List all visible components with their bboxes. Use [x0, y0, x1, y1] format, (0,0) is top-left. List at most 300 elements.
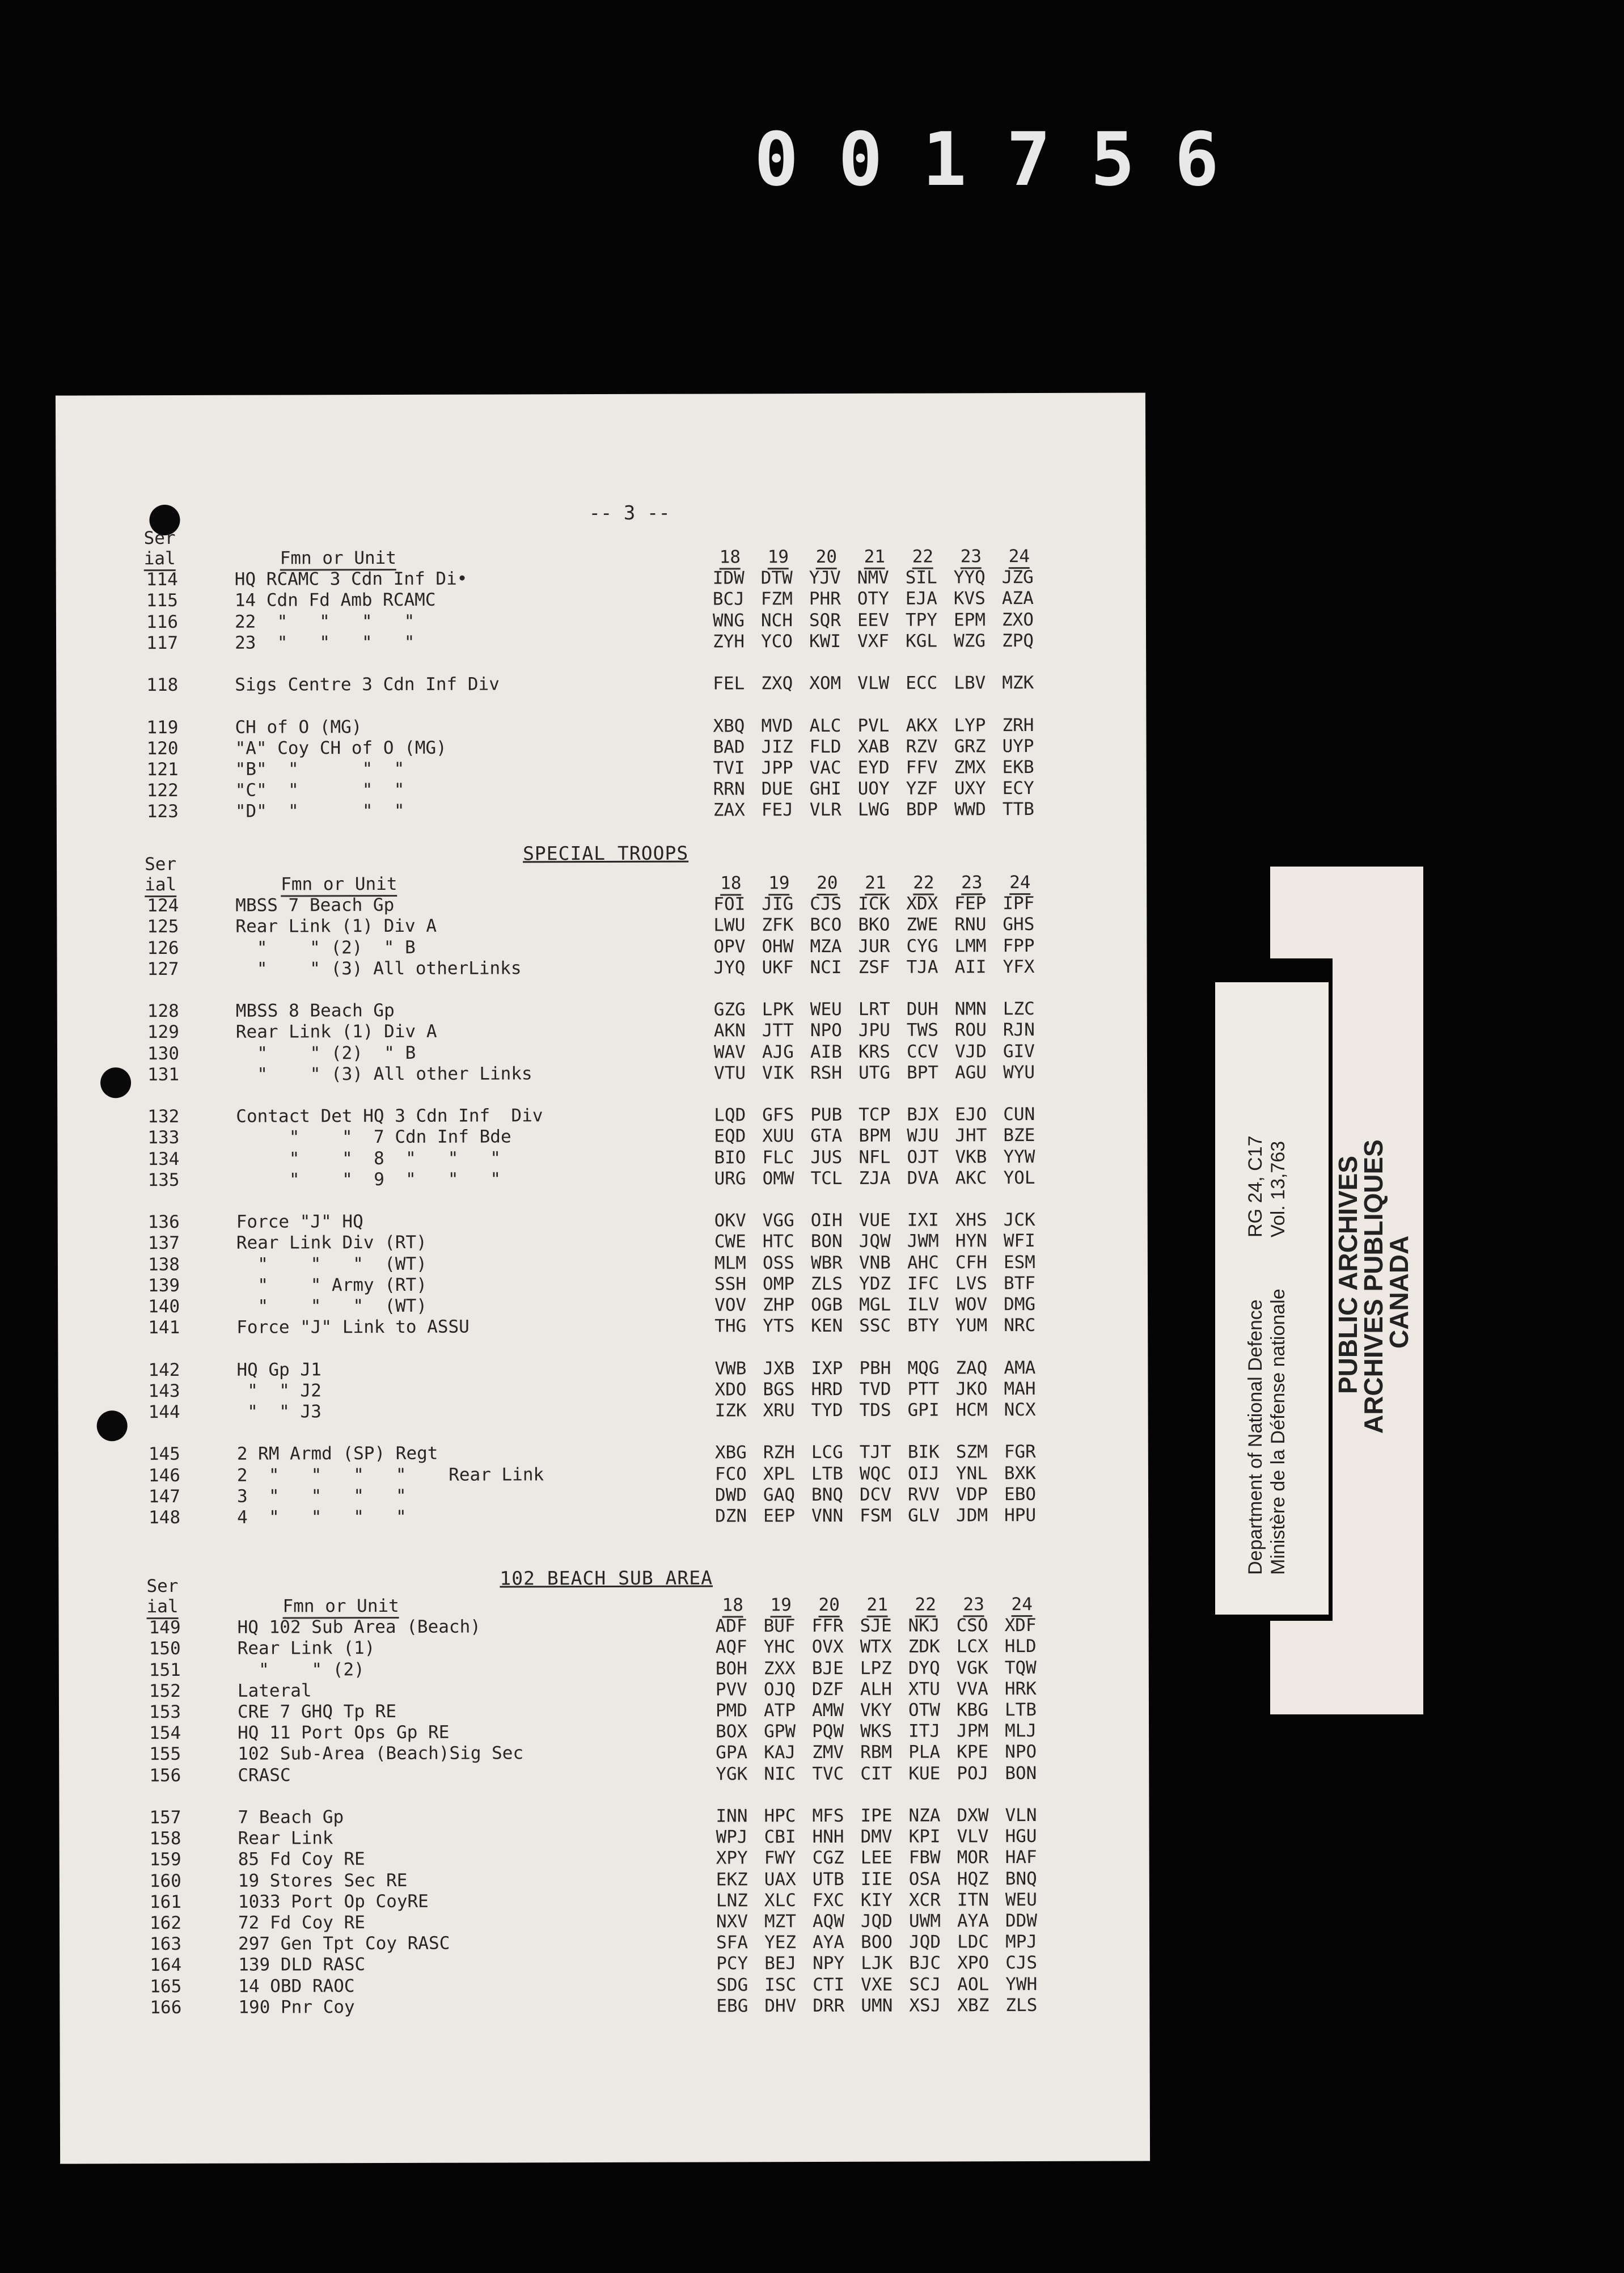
- unit-name: 22 " " " ": [234, 611, 415, 632]
- unit-name: 1033 Port Op CoyRE: [238, 1891, 429, 1912]
- call-sign: XOM: [809, 673, 841, 694]
- unit-name: Lateral: [237, 1680, 312, 1701]
- call-sign: BDP: [906, 799, 938, 820]
- header-col-21: 21: [865, 873, 886, 895]
- serial-number: 161: [149, 1891, 181, 1912]
- header-col-22: 22: [912, 546, 933, 569]
- call-sign: JKO: [955, 1379, 988, 1400]
- call-sign: OTY: [857, 589, 889, 610]
- call-sign: FFV: [906, 757, 938, 778]
- call-sign: DZN: [715, 1506, 747, 1527]
- call-sign: DXW: [957, 1805, 989, 1826]
- serial-number: 148: [149, 1507, 181, 1528]
- serial-number: 149: [149, 1617, 181, 1638]
- serial-number: 118: [146, 675, 179, 696]
- call-sign: LQD: [714, 1105, 746, 1126]
- call-sign: IIE: [860, 1869, 893, 1890]
- call-sign: CCV: [906, 1041, 939, 1062]
- serial-number: 158: [149, 1828, 181, 1849]
- call-sign: WOV: [955, 1294, 988, 1315]
- call-sign: EEP: [763, 1506, 796, 1527]
- serial-number: 138: [147, 1254, 180, 1275]
- serial-number: 130: [147, 1043, 180, 1064]
- serial-number: 157: [149, 1807, 181, 1828]
- call-sign: ZXQ: [761, 673, 793, 694]
- call-sign: KEN: [811, 1316, 843, 1337]
- call-sign: VJD: [954, 1041, 987, 1062]
- call-sign: NZA: [908, 1805, 941, 1826]
- call-sign: YNL: [955, 1463, 988, 1484]
- call-sign: VIK: [762, 1062, 794, 1084]
- header-unit: Fmn or Unit: [281, 874, 397, 897]
- serial-number: 124: [147, 895, 179, 916]
- call-sign: ECC: [906, 673, 938, 694]
- call-sign: BNQ: [811, 1484, 844, 1505]
- serial-number: 128: [147, 1001, 179, 1022]
- call-sign: KUE: [908, 1763, 941, 1784]
- serial-number: 141: [148, 1317, 180, 1338]
- unit-name: " " Army (RT): [236, 1274, 428, 1296]
- call-sign: EKZ: [716, 1869, 748, 1890]
- unit-name: 7 Beach Gp: [238, 1807, 344, 1828]
- unit-name: 14 Cdn Fd Amb RCAMC: [234, 590, 436, 611]
- call-sign: BUF: [763, 1616, 796, 1637]
- call-sign: TPY: [905, 610, 938, 631]
- call-sign: ECY: [1002, 778, 1034, 799]
- serial-number: 137: [147, 1233, 180, 1254]
- call-sign: NPO: [810, 1020, 842, 1041]
- call-sign: YGK: [716, 1763, 748, 1785]
- call-sign: CTI: [813, 1974, 845, 1995]
- call-sign: XPO: [957, 1953, 989, 1974]
- call-sign: ZLS: [1005, 1995, 1038, 2016]
- call-sign: OPV: [713, 936, 746, 957]
- call-sign: JIZ: [761, 736, 793, 758]
- call-sign: WJU: [907, 1125, 939, 1146]
- call-sign: LYP: [954, 715, 986, 736]
- call-sign: ITN: [957, 1890, 989, 1911]
- call-sign: BON: [1005, 1763, 1037, 1784]
- call-sign: ITJ: [908, 1721, 941, 1742]
- call-sign: JQW: [858, 1231, 891, 1252]
- call-sign: FGR: [1004, 1442, 1036, 1463]
- call-sign: PBH: [859, 1358, 891, 1379]
- call-sign: PLA: [908, 1742, 941, 1763]
- call-sign: OJQ: [763, 1679, 796, 1700]
- call-sign: GTA: [810, 1126, 843, 1147]
- serial-number: 163: [150, 1934, 182, 1955]
- call-sign: RNU: [954, 914, 987, 935]
- call-sign: JYQ: [713, 957, 746, 978]
- header-col-22: 22: [913, 872, 934, 895]
- call-sign: IDW: [712, 568, 745, 589]
- call-sign: JUS: [810, 1147, 843, 1168]
- call-sign: BJE: [811, 1658, 844, 1679]
- call-sign: BIO: [714, 1147, 746, 1168]
- call-sign: ADF: [715, 1616, 747, 1637]
- unit-name: 4 " " " ": [237, 1506, 407, 1528]
- unit-name: 72 Fd Coy RE: [238, 1912, 365, 1933]
- call-sign: KRS: [858, 1041, 891, 1062]
- section-title-102-beach-sub-area: 102 BEACH SUB AREA: [500, 1566, 713, 1590]
- call-sign: VNB: [858, 1252, 891, 1273]
- frame-number: 001756: [754, 116, 1259, 202]
- call-sign: PHR: [809, 589, 841, 610]
- call-sign: NCX: [1004, 1400, 1036, 1421]
- unit-name: 19 Stores Sec RE: [238, 1870, 408, 1891]
- unit-name: MBSS 7 Beach Gp: [235, 895, 395, 916]
- section-title-special-troops: SPECIAL TROOPS: [522, 842, 689, 865]
- unit-name: "D" " " ": [235, 801, 405, 822]
- call-sign: ESM: [1003, 1252, 1035, 1273]
- call-sign: NFL: [858, 1147, 891, 1168]
- call-sign: GPW: [764, 1721, 796, 1742]
- call-sign: BTF: [1003, 1273, 1036, 1294]
- serial-number: 166: [150, 1997, 182, 2018]
- call-sign: EYD: [857, 757, 890, 778]
- call-sign: RJN: [1003, 1020, 1035, 1041]
- call-sign: UAX: [764, 1869, 796, 1890]
- call-sign: SDG: [716, 1974, 748, 1996]
- call-sign: VLN: [1005, 1805, 1037, 1826]
- call-sign: JXB: [763, 1358, 795, 1379]
- archive-reference-card: [1215, 982, 1329, 1615]
- serial-number: 127: [147, 958, 179, 979]
- call-sign: JWM: [907, 1231, 939, 1252]
- serial-number: 150: [149, 1638, 181, 1659]
- call-sign: EBO: [1004, 1484, 1037, 1505]
- unit-name: " " J3: [236, 1401, 322, 1422]
- header-ser: Ser: [146, 1575, 179, 1597]
- call-sign: JPP: [761, 758, 793, 779]
- header-col-24: 24: [1011, 1594, 1032, 1617]
- call-sign: GLV: [908, 1505, 940, 1526]
- call-sign: HGU: [1005, 1826, 1037, 1847]
- call-sign: MLJ: [1005, 1721, 1037, 1742]
- call-sign: GFS: [762, 1105, 794, 1126]
- header-col-18: 18: [722, 1595, 743, 1617]
- serial-number: 123: [146, 801, 179, 822]
- call-sign: LDC: [957, 1932, 989, 1953]
- unit-name: MBSS 8 Beach Gp: [235, 1000, 395, 1021]
- call-sign: NKJ: [908, 1615, 940, 1636]
- call-sign: JTT: [762, 1020, 794, 1041]
- call-sign: LEE: [860, 1848, 893, 1869]
- serial-number: 133: [147, 1127, 180, 1148]
- call-sign: SCJ: [909, 1974, 941, 1995]
- archive-department-fr: Ministère de la Défense nationale: [1267, 1288, 1289, 1575]
- call-sign: WEU: [1005, 1889, 1037, 1910]
- call-sign: JCK: [1003, 1210, 1035, 1231]
- page-number: -- 3 --: [589, 501, 670, 525]
- call-sign: KVS: [953, 588, 986, 609]
- call-sign: BTY: [907, 1315, 940, 1336]
- call-sign: KGL: [906, 631, 938, 652]
- call-sign: WTX: [860, 1637, 892, 1658]
- call-sign: JHT: [955, 1125, 987, 1146]
- call-sign: IPE: [860, 1805, 893, 1826]
- unit-name: Contact Det HQ 3 Cdn Inf Div: [236, 1105, 543, 1127]
- call-sign: JDM: [956, 1505, 988, 1526]
- call-sign: KPI: [908, 1826, 941, 1847]
- header-col-19: 19: [768, 873, 789, 895]
- header-ser: Ser: [145, 854, 177, 875]
- call-sign: TVC: [812, 1763, 844, 1784]
- call-sign: BOO: [861, 1932, 893, 1953]
- call-sign: CJS: [810, 894, 842, 915]
- call-sign: SSH: [714, 1274, 747, 1295]
- document-page: [56, 392, 1150, 2164]
- call-sign: FEP: [954, 893, 987, 914]
- call-sign: UOY: [857, 778, 890, 800]
- call-sign: BKO: [858, 915, 890, 936]
- call-sign: MFS: [812, 1805, 844, 1827]
- call-sign: KIY: [860, 1890, 893, 1911]
- call-sign: ZHP: [763, 1295, 795, 1316]
- call-sign: CSO: [956, 1615, 988, 1636]
- call-sign: CUN: [1003, 1104, 1035, 1125]
- call-sign: LTB: [1004, 1700, 1037, 1721]
- serial-number: 140: [148, 1296, 180, 1317]
- serial-number: 131: [147, 1064, 180, 1085]
- unit-name: Sigs Centre 3 Cdn Inf Div: [235, 674, 500, 695]
- call-sign: CWE: [714, 1231, 746, 1252]
- call-sign: XDO: [714, 1379, 747, 1400]
- call-sign: EBG: [716, 1996, 748, 2017]
- serial-number: 143: [148, 1380, 180, 1401]
- call-sign: XAB: [857, 736, 890, 757]
- unit-name: "C" " " ": [235, 780, 405, 801]
- unit-name: " " J2: [236, 1380, 322, 1401]
- header-col-23: 23: [961, 546, 982, 569]
- serial-number: 153: [149, 1701, 181, 1723]
- unit-name: 2 RM Armd (SP) Regt: [236, 1443, 438, 1465]
- call-sign: TYD: [811, 1400, 843, 1421]
- call-sign: AYA: [813, 1932, 845, 1953]
- call-sign: PMD: [715, 1700, 748, 1721]
- call-sign: HQZ: [957, 1868, 989, 1889]
- call-sign: DYQ: [908, 1658, 940, 1679]
- call-sign: MVD: [761, 715, 793, 736]
- call-sign: SFA: [716, 1932, 748, 1953]
- unit-name: Force "J" HQ: [236, 1211, 363, 1232]
- call-sign: MOR: [957, 1847, 989, 1868]
- archive-volume: Vol. 13,763: [1267, 1140, 1289, 1237]
- call-sign: IXP: [811, 1358, 843, 1379]
- call-sign: PVV: [715, 1679, 747, 1700]
- serial-number: 160: [149, 1870, 181, 1891]
- serial-number: 145: [148, 1444, 180, 1465]
- serial-number: 152: [149, 1680, 181, 1701]
- call-sign: MLM: [714, 1252, 746, 1274]
- serial-number: 139: [147, 1275, 180, 1296]
- call-sign: KWI: [809, 631, 841, 652]
- call-sign: GZG: [713, 999, 746, 1020]
- call-sign: GPA: [716, 1742, 748, 1763]
- unit-name: 190 Pnr Coy: [238, 1996, 355, 2018]
- call-sign: SQR: [809, 610, 841, 631]
- call-sign: DUE: [761, 779, 793, 800]
- call-sign: LMM: [954, 935, 987, 956]
- unit-name: CRASC: [238, 1765, 291, 1786]
- call-sign: ZXO: [1001, 609, 1034, 630]
- unit-name: " " (2) " B: [235, 937, 416, 958]
- call-sign: FFR: [811, 1616, 844, 1637]
- call-sign: ROU: [954, 1020, 987, 1041]
- call-sign: WEU: [810, 999, 842, 1020]
- unit-name: " " " (WT): [236, 1295, 428, 1317]
- call-sign: UMN: [861, 1995, 893, 2016]
- call-sign: VVA: [956, 1679, 988, 1700]
- call-sign: VXF: [857, 631, 890, 652]
- call-sign: OIH: [810, 1210, 843, 1231]
- call-sign: ZJA: [858, 1168, 891, 1189]
- call-sign: URG: [714, 1168, 746, 1189]
- header-ial: ial: [144, 548, 176, 571]
- call-sign: NIC: [764, 1763, 796, 1784]
- call-sign: DWD: [714, 1485, 747, 1506]
- archive-title-en: PUBLIC ARCHIVES: [1333, 1156, 1363, 1394]
- call-sign: IPF: [1003, 893, 1035, 914]
- unit-name: Rear Link (1) Div A: [235, 916, 437, 937]
- call-sign: AKN: [713, 1020, 746, 1041]
- serial-number: 126: [147, 937, 179, 958]
- header-col-20: 20: [816, 547, 837, 569]
- call-sign: HTC: [762, 1231, 794, 1252]
- call-sign: JPU: [858, 1020, 890, 1041]
- call-sign: WFI: [1003, 1231, 1035, 1252]
- serial-number: 116: [146, 611, 179, 632]
- call-sign: AMW: [811, 1700, 844, 1721]
- call-sign: PUB: [810, 1105, 843, 1126]
- call-sign: YOL: [1003, 1167, 1035, 1188]
- call-sign: LWG: [857, 800, 890, 821]
- call-sign: FZM: [760, 589, 793, 610]
- unit-name: Force "J" Link to ASSU: [236, 1316, 470, 1338]
- call-sign: TJA: [906, 957, 938, 978]
- call-sign: FSM: [860, 1505, 892, 1526]
- call-sign: LWU: [713, 915, 746, 936]
- serial-number: 117: [146, 632, 179, 653]
- call-sign: XBZ: [957, 1995, 989, 2016]
- call-sign: BXK: [1004, 1463, 1036, 1484]
- call-sign: ZMX: [954, 757, 986, 778]
- serial-number: 154: [149, 1723, 181, 1744]
- call-sign: VUE: [858, 1210, 891, 1231]
- unit-name: " " 7 Cdn Inf Bde: [236, 1126, 511, 1148]
- call-sign: DRR: [813, 1995, 845, 2016]
- serial-number: 129: [147, 1022, 179, 1043]
- call-sign: YHC: [763, 1637, 796, 1658]
- call-sign: PVL: [857, 715, 890, 736]
- serial-number: 142: [148, 1359, 180, 1380]
- call-sign: YUM: [955, 1315, 988, 1336]
- header-col-21: 21: [864, 547, 885, 569]
- call-sign: MPJ: [1005, 1932, 1038, 1953]
- call-sign: OIJ: [907, 1463, 940, 1484]
- call-sign: WNG: [712, 610, 745, 631]
- header-col-20: 20: [818, 1595, 839, 1617]
- unit-name: " " (3) All other Links: [236, 1063, 532, 1085]
- call-sign: ILV: [907, 1294, 940, 1315]
- call-sign: EPM: [953, 609, 986, 630]
- unit-name: HQ 102 Sub Area (Beach): [237, 1616, 481, 1638]
- call-sign: YJV: [809, 568, 841, 589]
- call-sign: AQW: [812, 1911, 845, 1932]
- unit-name: Rear Link (1): [237, 1638, 375, 1659]
- call-sign: ZRH: [1002, 715, 1034, 736]
- call-sign: ZDK: [908, 1636, 940, 1657]
- call-sign: YDZ: [858, 1273, 891, 1294]
- header-col-23: 23: [961, 872, 982, 895]
- call-sign: TJT: [859, 1442, 891, 1463]
- call-sign: FWY: [764, 1848, 796, 1869]
- call-sign: OVX: [811, 1637, 844, 1658]
- call-sign: IXI: [907, 1210, 939, 1231]
- unit-name: Rear Link Div (RT): [236, 1232, 427, 1254]
- call-sign: DCV: [859, 1484, 892, 1505]
- call-sign: LPZ: [860, 1658, 892, 1679]
- call-sign: UYP: [1002, 736, 1034, 757]
- header-ial: ial: [146, 1596, 178, 1619]
- call-sign: DVA: [907, 1168, 939, 1189]
- call-sign: LCG: [811, 1442, 843, 1463]
- call-sign: TCP: [858, 1104, 891, 1126]
- call-sign: JPM: [957, 1721, 989, 1742]
- unit-name: 3 " " " ": [236, 1485, 407, 1507]
- call-sign: RVV: [907, 1484, 940, 1505]
- header-col-21: 21: [866, 1595, 887, 1617]
- unit-name: " " 8 " " ": [236, 1148, 501, 1169]
- call-sign: YEZ: [764, 1932, 797, 1953]
- header-col-24: 24: [1009, 872, 1030, 895]
- call-sign: BEJ: [764, 1953, 797, 1974]
- call-sign: UTG: [858, 1062, 891, 1083]
- serial-number: 146: [148, 1465, 180, 1486]
- header-unit: Fmn or Unit: [280, 548, 396, 571]
- call-sign: BPM: [858, 1126, 891, 1147]
- call-sign: HRD: [811, 1379, 843, 1400]
- call-sign: KBG: [956, 1700, 989, 1721]
- call-sign: HRK: [1004, 1678, 1037, 1699]
- call-sign: MQG: [907, 1358, 940, 1379]
- call-sign: XCR: [908, 1890, 941, 1911]
- call-sign: CGZ: [812, 1848, 844, 1869]
- unit-name: HQ 11 Port Ops Gp RE: [238, 1722, 450, 1743]
- serial-number: 151: [149, 1659, 181, 1680]
- call-sign: WQC: [859, 1463, 891, 1484]
- call-sign: GHI: [809, 779, 841, 800]
- archive-title-country: CANADA: [1384, 1235, 1414, 1349]
- call-sign: CBI: [764, 1827, 796, 1848]
- call-sign: FLC: [762, 1147, 794, 1168]
- call-sign: LVS: [955, 1273, 988, 1294]
- call-sign: WBR: [810, 1252, 843, 1273]
- call-sign: BIK: [907, 1442, 940, 1463]
- call-sign: ZPQ: [1002, 630, 1034, 651]
- call-sign: BOX: [716, 1721, 748, 1742]
- call-sign: UKF: [762, 957, 794, 978]
- call-sign: PQW: [812, 1721, 844, 1742]
- call-sign: OMP: [762, 1273, 795, 1295]
- call-sign: TWS: [906, 1020, 938, 1041]
- call-sign: SIL: [905, 567, 937, 588]
- unit-name: 85 Fd Coy RE: [238, 1849, 365, 1870]
- call-sign: AII: [954, 957, 987, 978]
- call-sign: WPJ: [716, 1827, 748, 1848]
- call-sign: BPT: [907, 1062, 939, 1083]
- call-sign: AMA: [1004, 1357, 1036, 1378]
